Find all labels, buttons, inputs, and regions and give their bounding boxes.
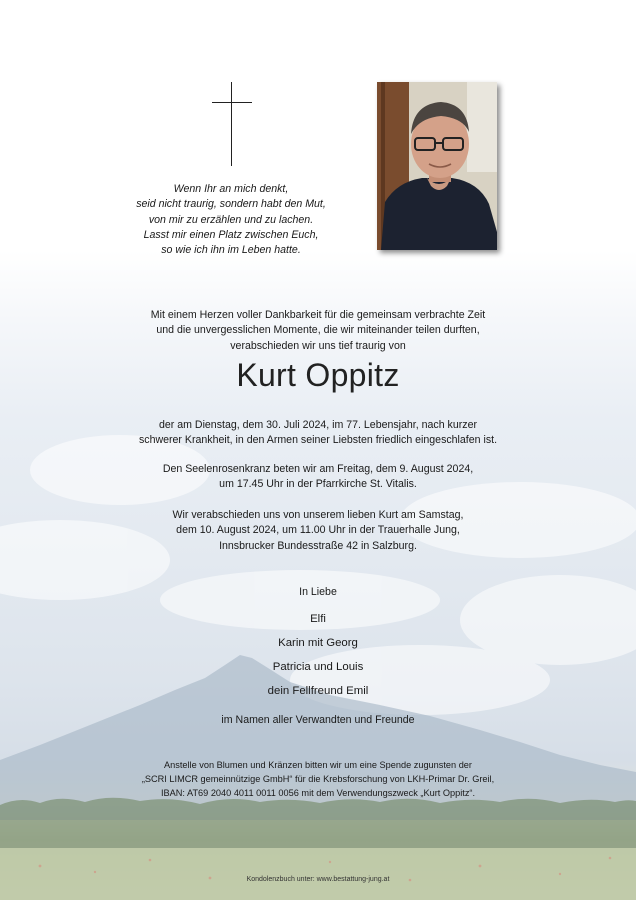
cross-icon bbox=[212, 82, 252, 166]
death-notice-line: schwerer Krankheit, in den Armen seiner Liebsten friedlich eingeschlafen ist. bbox=[138, 434, 498, 447]
donation-line: Anstelle von Blumen und Kränzen bitten wir um eine Spende zugunsten der bbox=[164, 760, 472, 770]
rosary-line: Den Seelenrosenkranz beten wir am Freitag, dem 9. August 2024, bbox=[162, 463, 474, 475]
rosary-line: um 17.45 Uhr in der Pfarrkirche St. Vitalis. bbox=[219, 478, 417, 491]
intro-line: und die unvergesslichen Momente, die wir miteinander teilen durften, bbox=[156, 324, 480, 337]
intro-line: Mit einem Herzen voller Dankbarkeit für die gemeinsam verbrachte Zeit bbox=[150, 309, 486, 321]
intro-text bbox=[80, 308, 556, 354]
meadow bbox=[0, 848, 636, 900]
death-notice bbox=[60, 418, 576, 449]
donation-line: „SCRI LIMCR gemeinnützige GmbH“ für die Krebsforschung von LKH-Primar Dr. Greil, bbox=[141, 774, 495, 784]
poem-line: seid nicht traurig, sondern habt den Mut, bbox=[136, 198, 326, 211]
farewell-line: dem 10. August 2024, um 11.00 Uhr in der Trauerhalle Jung, bbox=[176, 524, 460, 537]
family-line: im Namen aller Verwandten und Freunde bbox=[221, 714, 415, 726]
mourner-name: dein Fellfreund Emil bbox=[267, 685, 369, 697]
farewell-line: Wir verabschieden uns von unserem lieben Kurt am Samstag, bbox=[172, 509, 464, 521]
donation-line: IBAN: AT69 2040 4011 0011 0056 mit dem Verwendungszweck „Kurt Oppitz“. bbox=[160, 788, 476, 798]
poem-line: von mir zu erzählen und zu lachen. bbox=[148, 213, 314, 226]
mourner-name: Karin mit Georg bbox=[278, 637, 358, 649]
portrait-photo bbox=[377, 82, 497, 250]
condolence-link[interactable]: Kondolenzbuch unter: www.bestattung-jung.at bbox=[246, 876, 390, 883]
poem-line: Wenn Ihr an mich denkt, bbox=[173, 183, 289, 195]
poem bbox=[100, 182, 362, 258]
intro-line: verabschieden wir uns tief traurig von bbox=[230, 339, 406, 352]
mourner-name: Elfi bbox=[310, 613, 326, 625]
poem-line: Lasst mir einen Platz zwischen Euch, bbox=[143, 228, 319, 241]
foreground-treeline bbox=[0, 798, 636, 848]
mourners-heading: In Liebe bbox=[299, 586, 337, 598]
mourner-name: Patricia und Louis bbox=[272, 661, 364, 673]
rosary-notice bbox=[60, 462, 576, 493]
donation-request bbox=[60, 758, 576, 800]
deceased-name: Kurt Oppitz bbox=[236, 357, 400, 393]
death-notice-line: der am Dienstag, dem 30. Juli 2024, im 77. Lebensjahr, nach kurzer bbox=[159, 419, 477, 431]
farewell-notice bbox=[60, 508, 576, 554]
poem-line: so wie ich ihn im Leben hatte. bbox=[161, 244, 301, 257]
farewell-line: Innsbrucker Bundesstraße 42 in Salzburg. bbox=[219, 539, 417, 552]
